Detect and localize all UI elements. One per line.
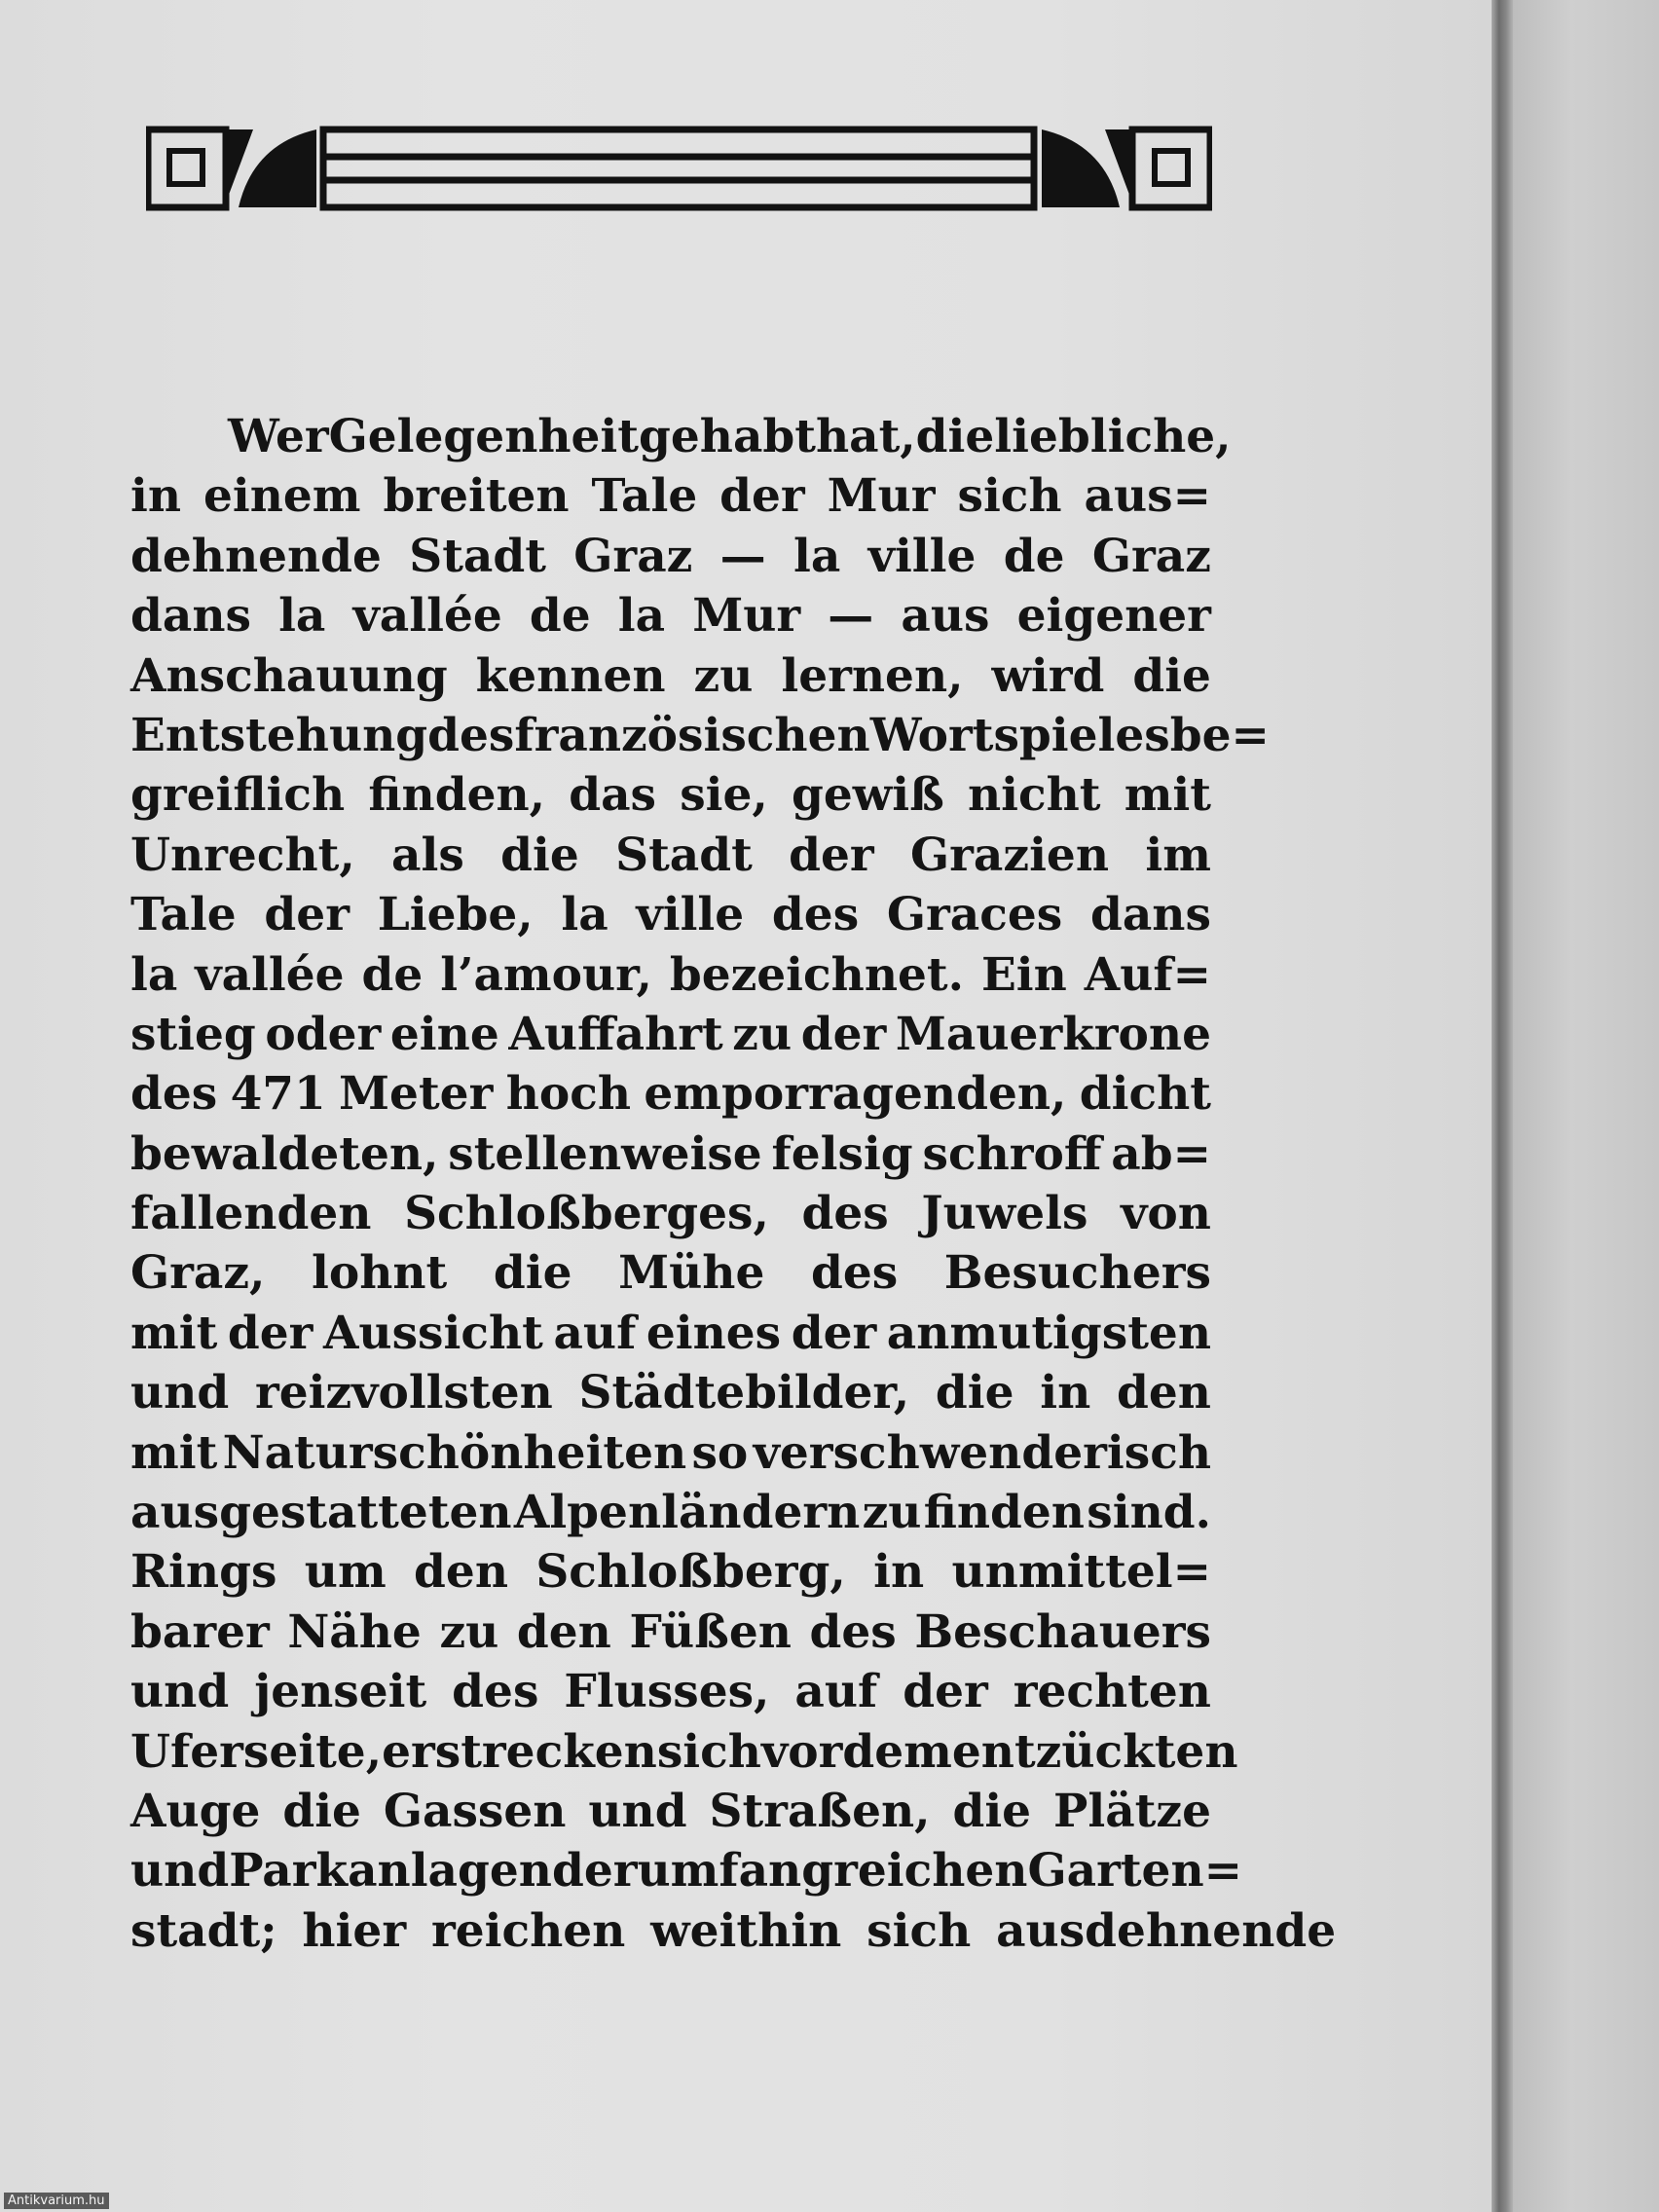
word: der xyxy=(551,1844,638,1899)
word: Alpenländern xyxy=(513,1486,861,1540)
text-line xyxy=(130,1243,1211,1303)
word: zu xyxy=(693,648,754,703)
word: Ein xyxy=(980,947,1067,1002)
word: die xyxy=(1132,648,1211,703)
word: als xyxy=(391,828,464,882)
word: reichen xyxy=(430,1903,626,1958)
word: felsig xyxy=(771,1126,913,1181)
word: nicht xyxy=(967,768,1101,823)
text-line xyxy=(130,1603,1211,1662)
text-line xyxy=(130,407,1232,466)
word: breiten xyxy=(383,469,570,524)
word: in xyxy=(1040,1366,1091,1420)
word: die xyxy=(500,828,579,882)
word: Plätze xyxy=(1053,1784,1211,1838)
word: unmittel= xyxy=(951,1545,1211,1600)
word: aus xyxy=(901,589,990,644)
word: französischen xyxy=(514,708,870,762)
body-text xyxy=(130,407,1337,1961)
word: Naturschönheiten xyxy=(222,1425,687,1480)
word: emporragenden, xyxy=(644,1067,1067,1122)
text-line xyxy=(130,826,1211,885)
word: sie, xyxy=(680,768,768,823)
text-line xyxy=(130,1363,1211,1422)
word: be= xyxy=(1169,708,1270,762)
word: Auge xyxy=(130,1784,261,1838)
word: in xyxy=(130,469,182,524)
word: und xyxy=(130,1366,230,1420)
word: zu xyxy=(862,1486,922,1540)
word: Stadt xyxy=(615,828,753,882)
word: Füßen xyxy=(629,1604,792,1659)
word: ville xyxy=(867,529,977,583)
word: Auf= xyxy=(1084,947,1211,1002)
word: auf xyxy=(794,1665,878,1719)
word: Uferseite, xyxy=(130,1724,383,1779)
word: jenseit xyxy=(254,1665,427,1719)
text-line xyxy=(130,945,1211,1005)
word: ville xyxy=(636,888,745,942)
word: Meter xyxy=(339,1067,494,1122)
word: Liebe, xyxy=(377,888,534,942)
word: gehabt xyxy=(639,410,816,463)
word: entzückten xyxy=(951,1724,1238,1779)
word: den xyxy=(516,1604,611,1659)
word: de xyxy=(361,947,424,1002)
word: Straßen, xyxy=(709,1784,931,1838)
word: la xyxy=(130,947,178,1002)
word: la xyxy=(617,589,666,644)
word: lernen, xyxy=(781,648,964,703)
text-line xyxy=(130,1064,1211,1124)
text-line xyxy=(130,466,1211,526)
word: eine xyxy=(389,1007,499,1061)
word: barer xyxy=(130,1604,270,1659)
word: den xyxy=(414,1545,508,1600)
text-line xyxy=(130,1782,1211,1841)
book-gutter xyxy=(1492,0,1513,2212)
word: der xyxy=(264,888,350,942)
word: Tale xyxy=(130,888,237,942)
word: des xyxy=(801,1187,889,1241)
word: weithin xyxy=(650,1903,842,1958)
word: Mauerkrone xyxy=(895,1007,1211,1061)
word: Nähe xyxy=(287,1604,422,1659)
word: stadt; xyxy=(130,1903,277,1958)
word: schroff xyxy=(922,1126,1102,1181)
word: sich xyxy=(656,1724,761,1779)
word: Schloßberges, xyxy=(404,1187,769,1241)
word: Wer xyxy=(228,410,329,463)
word: sich xyxy=(957,469,1062,524)
word: aus= xyxy=(1084,469,1211,524)
word: des xyxy=(130,1067,218,1122)
word: die xyxy=(952,1784,1032,1838)
word: zu xyxy=(439,1604,499,1659)
word: reizvollsten xyxy=(254,1366,553,1420)
word: vallée xyxy=(352,589,502,644)
text-line xyxy=(130,765,1211,825)
word: l’amour, xyxy=(440,947,652,1002)
word: hoch xyxy=(505,1067,631,1122)
word: Besuchers xyxy=(943,1246,1211,1301)
text-line xyxy=(130,1184,1211,1243)
word: erstrecken xyxy=(382,1724,657,1779)
word: 471 xyxy=(230,1067,326,1122)
word: dans xyxy=(130,589,251,644)
word: de xyxy=(529,589,591,644)
word: Mühe xyxy=(618,1246,765,1301)
word: — xyxy=(719,529,766,583)
word: der xyxy=(227,1306,313,1360)
header-ornament xyxy=(146,125,1212,212)
word: kennen xyxy=(475,648,666,703)
word: vallée xyxy=(195,947,345,1002)
word: Schloßberg, xyxy=(535,1545,846,1600)
text-line xyxy=(130,1841,1243,1900)
word: die xyxy=(935,1366,1014,1420)
word: lohnt xyxy=(312,1246,448,1301)
word: eines xyxy=(645,1306,782,1360)
word: sind. xyxy=(1087,1486,1211,1540)
text-line xyxy=(130,586,1211,645)
word: bewaldeten, xyxy=(130,1126,439,1181)
word: Graz, xyxy=(130,1246,266,1301)
text-line xyxy=(130,1005,1211,1064)
word: der xyxy=(719,469,805,524)
word: Gassen xyxy=(383,1784,567,1838)
text-line xyxy=(130,646,1211,706)
word: die xyxy=(493,1246,572,1301)
word: wird xyxy=(991,648,1105,703)
word: ab= xyxy=(1111,1126,1211,1181)
word: Aussicht xyxy=(322,1306,543,1360)
word: finden xyxy=(923,1486,1085,1540)
word: ausdehnende xyxy=(996,1903,1337,1958)
word: des xyxy=(427,708,515,762)
word: de xyxy=(1003,529,1065,583)
watermark: Antikvarium.hu xyxy=(4,2193,109,2209)
word: eigener xyxy=(1016,589,1211,644)
word: die xyxy=(282,1784,361,1838)
word: um xyxy=(304,1545,387,1600)
word: Graz xyxy=(1091,529,1211,583)
word: anmutigsten xyxy=(886,1306,1211,1360)
word: la xyxy=(793,529,841,583)
text-line xyxy=(130,885,1211,944)
word: liebliche, xyxy=(994,410,1232,463)
word: hier xyxy=(302,1903,407,1958)
word: zu xyxy=(732,1007,793,1061)
text-line xyxy=(130,1423,1211,1483)
text-line xyxy=(130,1483,1211,1542)
word: — xyxy=(828,589,874,644)
text-line xyxy=(130,1542,1211,1602)
word: Graz xyxy=(573,529,693,583)
word: Gelegenheit xyxy=(328,410,639,463)
word: Flusses, xyxy=(564,1665,770,1719)
word: Tale xyxy=(591,469,698,524)
word: stellenweise xyxy=(448,1126,762,1181)
word: der xyxy=(791,1306,877,1360)
word: und xyxy=(588,1784,687,1838)
word: Grazien xyxy=(910,828,1110,882)
word: bezeichnet. xyxy=(669,947,964,1002)
word: Rings xyxy=(130,1545,277,1600)
word: des xyxy=(810,1246,899,1301)
word: Stadt xyxy=(409,529,546,583)
word: Entstehung xyxy=(130,708,428,762)
word: dem xyxy=(842,1724,952,1779)
word: umfangreichen xyxy=(637,1844,1028,1899)
word: im xyxy=(1145,828,1211,882)
text-line xyxy=(130,1662,1211,1721)
word: verschwenderisch xyxy=(753,1425,1211,1480)
word: den xyxy=(1117,1366,1211,1420)
word: Auffahrt xyxy=(508,1007,723,1061)
text-line xyxy=(130,706,1270,765)
word: auf xyxy=(553,1306,637,1360)
word: Mur xyxy=(827,469,936,524)
word: gewiß xyxy=(791,768,944,823)
word: des xyxy=(771,888,860,942)
word: dicht xyxy=(1079,1067,1211,1122)
word: Beschauers xyxy=(914,1604,1211,1659)
word: des xyxy=(452,1665,539,1719)
word: von xyxy=(1121,1187,1211,1241)
word: fallenden xyxy=(130,1187,372,1241)
word: des xyxy=(809,1604,897,1659)
word: Wortspieles xyxy=(869,708,1170,762)
word: la xyxy=(561,888,608,942)
word: dehnende xyxy=(130,529,382,583)
word: sich xyxy=(866,1903,972,1958)
word: mit xyxy=(1124,768,1211,823)
word: stieg xyxy=(130,1007,256,1061)
text-line xyxy=(130,527,1211,586)
word: Juwels xyxy=(921,1187,1088,1241)
word: hat, xyxy=(815,410,916,463)
word: und xyxy=(130,1844,230,1899)
word: die xyxy=(915,410,995,463)
word: einem xyxy=(203,469,361,524)
word: Parkanlagen xyxy=(229,1844,552,1899)
text-line xyxy=(130,1722,1238,1782)
word: finden, xyxy=(368,768,546,823)
word: in xyxy=(873,1545,925,1600)
word: la xyxy=(278,589,326,644)
text-line xyxy=(130,1124,1211,1184)
word: dans xyxy=(1089,888,1211,942)
word: Graces xyxy=(886,888,1063,942)
word: mit xyxy=(130,1306,218,1360)
word: und xyxy=(130,1665,230,1719)
word: der xyxy=(789,828,874,882)
word: Garten= xyxy=(1027,1844,1243,1899)
word: so xyxy=(691,1425,749,1480)
word: der xyxy=(800,1007,887,1061)
word: Anschauung xyxy=(130,648,448,703)
word: rechten xyxy=(1013,1665,1211,1719)
word: ausgestatteten xyxy=(130,1486,512,1540)
word: Mur xyxy=(692,589,801,644)
word: greiflich xyxy=(130,768,346,823)
word: mit xyxy=(130,1425,218,1480)
text-line xyxy=(130,1901,1337,1961)
adjacent-page-edge xyxy=(1513,0,1659,2212)
word: das xyxy=(569,768,657,823)
word: Unrecht, xyxy=(130,828,355,882)
text-line xyxy=(130,1304,1211,1363)
word: der xyxy=(903,1665,988,1719)
word: Städtebilder, xyxy=(578,1366,910,1420)
word: vor xyxy=(760,1724,843,1779)
word: oder xyxy=(265,1007,382,1061)
